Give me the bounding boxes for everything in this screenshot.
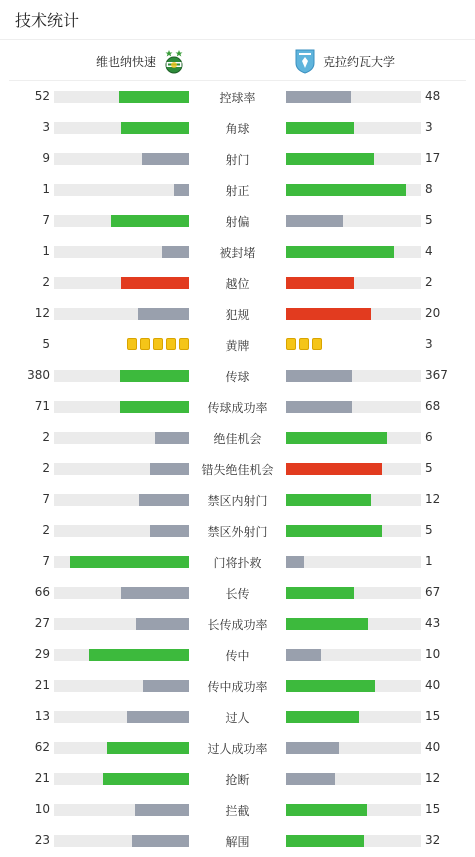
yellow-card-icon: [153, 338, 163, 350]
home-bar: [142, 153, 189, 165]
home-value: 2: [42, 523, 50, 537]
home-bar: [119, 91, 189, 103]
yellow-card-icon: [286, 338, 296, 350]
away-value: 2: [425, 275, 433, 289]
away-value: 6: [425, 430, 433, 444]
stat-label: 抢断: [225, 773, 250, 787]
home-bar-track: [54, 432, 189, 444]
stat-label: 拦截: [225, 804, 250, 818]
stat-label: 越位: [225, 277, 250, 291]
home-bar-track: [54, 742, 189, 754]
home-bar-track: [54, 711, 189, 723]
home-bar-track: [54, 91, 189, 103]
home-value: 7: [42, 554, 50, 568]
home-bar-track: [54, 804, 189, 816]
home-value: 9: [42, 151, 50, 165]
stat-label: 角球: [225, 122, 250, 136]
stat-row: [0, 831, 475, 851]
away-bar-track: [286, 370, 421, 382]
away-value: 10: [425, 647, 441, 661]
home-bar: [120, 370, 189, 382]
home-bar: [70, 556, 189, 568]
stat-row: [0, 459, 475, 479]
stat-row: [0, 800, 475, 820]
home-value: 1: [42, 244, 50, 258]
stat-row: [0, 552, 475, 572]
home-bar: [150, 525, 189, 537]
stat-row: [0, 304, 475, 324]
home-bar: [174, 184, 189, 196]
home-value: 1: [42, 182, 50, 196]
home-bar: [107, 742, 189, 754]
home-bar-track: [54, 184, 189, 196]
home-value: 66: [34, 585, 50, 599]
yellow-card-icon: [140, 338, 150, 350]
away-bar: [286, 587, 354, 599]
home-value: 23: [34, 833, 50, 847]
stat-row: [0, 366, 475, 386]
home-bar: [139, 494, 189, 506]
away-value: 3: [425, 337, 433, 351]
home-bar: [138, 308, 189, 320]
stat-label: 过人: [225, 711, 250, 725]
yellow-card-icon: [166, 338, 176, 350]
home-bar: [132, 835, 189, 847]
away-value: 367: [425, 368, 448, 382]
home-value: 29: [34, 647, 50, 661]
away-value: 1: [425, 554, 433, 568]
home-bar: [162, 246, 189, 258]
stat-row: [0, 614, 475, 634]
stat-label: 错失绝佳机会: [201, 463, 274, 477]
away-bar-track: [286, 649, 421, 661]
away-bar: [286, 680, 375, 692]
home-bar: [150, 463, 189, 475]
home-bar: [89, 649, 189, 661]
away-value: 48: [425, 89, 441, 103]
stat-row: [0, 118, 475, 138]
home-bar-track: [54, 277, 189, 289]
away-bar-track: [286, 835, 421, 847]
stat-label: 控球率: [219, 91, 256, 105]
away-bar: [286, 494, 371, 506]
home-value: 52: [34, 89, 50, 103]
home-bar: [111, 215, 189, 227]
stat-row: [0, 397, 475, 417]
home-value: 21: [34, 678, 50, 692]
stat-row: [0, 87, 475, 107]
page-header: [0, 0, 475, 40]
home-value: 27: [34, 616, 50, 630]
away-bar: [286, 184, 406, 196]
away-bar-track: [286, 432, 421, 444]
stat-label: 解围: [225, 835, 250, 849]
stat-label: 长传成功率: [207, 618, 268, 632]
away-bar-track: [286, 773, 421, 785]
stat-label: 传中成功率: [207, 680, 268, 694]
stat-label: 禁区外射门: [207, 525, 268, 539]
away-bar-track: [286, 91, 421, 103]
home-bar: [127, 711, 189, 723]
stat-label: 射门: [225, 153, 250, 167]
away-bar-track: [286, 277, 421, 289]
home-bar: [121, 587, 189, 599]
away-bar: [286, 773, 335, 785]
away-bar-track: [286, 556, 421, 568]
stat-label: 射偏: [225, 215, 250, 229]
home-value: 10: [34, 802, 50, 816]
stat-row: [0, 490, 475, 510]
home-bar-track: [54, 215, 189, 227]
away-bar: [286, 246, 394, 258]
away-bar-track: [286, 401, 421, 413]
away-value: 3: [425, 120, 433, 134]
home-bar-track: [54, 680, 189, 692]
away-value: 67: [425, 585, 441, 599]
home-value: 21: [34, 771, 50, 785]
home-bar-track: [54, 153, 189, 165]
away-bar: [286, 711, 359, 723]
away-bar: [286, 804, 367, 816]
away-bar: [286, 835, 364, 847]
stat-label: 绝佳机会: [213, 432, 262, 446]
home-value: 2: [42, 430, 50, 444]
away-yellow-cards: [286, 338, 322, 350]
home-value: 380: [27, 368, 50, 382]
away-bar-track: [286, 711, 421, 723]
stat-label: 黄牌: [225, 339, 250, 353]
stat-row: [0, 242, 475, 262]
page-title: 技术统计: [15, 11, 80, 30]
home-value: 7: [42, 492, 50, 506]
craiova-crest-icon: [293, 48, 317, 74]
away-bar-track: [286, 618, 421, 630]
away-team[interactable]: [293, 48, 395, 74]
home-value: 62: [34, 740, 50, 754]
home-bar-track: [54, 649, 189, 661]
home-bar-track: [54, 246, 189, 258]
stat-row: [0, 707, 475, 727]
away-bar: [286, 215, 343, 227]
away-value: 8: [425, 182, 433, 196]
away-bar-track: [286, 153, 421, 165]
home-bar-track: [54, 401, 189, 413]
home-bar-track: [54, 556, 189, 568]
home-value: 2: [42, 461, 50, 475]
teams-row: [9, 40, 466, 81]
home-value: 12: [34, 306, 50, 320]
home-bar-track: [54, 618, 189, 630]
home-bar-track: [54, 525, 189, 537]
away-bar: [286, 432, 387, 444]
away-value: 17: [425, 151, 441, 165]
home-bar-track: [54, 370, 189, 382]
home-bar-track: [54, 835, 189, 847]
home-bar-track: [54, 463, 189, 475]
stat-label: 射正: [225, 184, 250, 198]
stat-label: 过人成功率: [207, 742, 268, 756]
stat-row: [0, 645, 475, 665]
away-value: 12: [425, 771, 441, 785]
away-bar: [286, 463, 382, 475]
away-value: 12: [425, 492, 441, 506]
away-bar-track: [286, 494, 421, 506]
stat-label: 传球: [225, 370, 250, 384]
away-bar-track: [286, 215, 421, 227]
stat-row: [0, 273, 475, 293]
home-value: 7: [42, 213, 50, 227]
yellow-card-icon: [179, 338, 189, 350]
home-bar-track: [54, 122, 189, 134]
stat-row: [0, 521, 475, 541]
home-value: 3: [42, 120, 50, 134]
away-value: 4: [425, 244, 433, 258]
home-bar-track: [54, 587, 189, 599]
stat-label: 犯规: [225, 308, 250, 322]
stat-row: [0, 583, 475, 603]
away-value: 68: [425, 399, 441, 413]
home-bar: [103, 773, 189, 785]
home-value: 13: [34, 709, 50, 723]
away-bar: [286, 618, 368, 630]
stat-row: [0, 180, 475, 200]
away-value: 40: [425, 740, 441, 754]
stat-label: 传中: [225, 649, 250, 663]
away-bar-track: [286, 246, 421, 258]
home-bar: [155, 432, 189, 444]
away-value: 20: [425, 306, 441, 320]
away-bar: [286, 91, 351, 103]
stat-row: [0, 335, 475, 355]
home-bar: [121, 122, 189, 134]
stat-label: 长传: [225, 587, 250, 601]
home-value: 5: [42, 337, 50, 351]
home-value: 71: [34, 399, 50, 413]
away-bar: [286, 370, 352, 382]
away-bar: [286, 649, 321, 661]
away-value: 5: [425, 213, 433, 227]
yellow-card-icon: [312, 338, 322, 350]
home-bar-track: [54, 494, 189, 506]
away-bar-track: [286, 525, 421, 537]
stat-row: [0, 211, 475, 231]
away-bar-track: [286, 463, 421, 475]
home-yellow-cards: [127, 338, 189, 350]
away-bar-track: [286, 122, 421, 134]
away-bar: [286, 525, 382, 537]
away-value: 5: [425, 523, 433, 537]
rapid-wien-crest-icon: [162, 48, 186, 74]
home-value: 2: [42, 275, 50, 289]
stat-row: [0, 738, 475, 758]
stat-row: [0, 428, 475, 448]
away-value: 15: [425, 802, 441, 816]
stat-row: [0, 676, 475, 696]
away-bar-track: [286, 742, 421, 754]
away-bar-track: [286, 308, 421, 320]
away-bar-track: [286, 804, 421, 816]
yellow-card-icon: [299, 338, 309, 350]
away-bar-track: [286, 680, 421, 692]
away-team-name: 克拉约瓦大学: [323, 54, 396, 69]
home-bar: [120, 401, 189, 413]
away-value: 32: [425, 833, 441, 847]
home-team[interactable]: [96, 48, 186, 74]
home-bar-track: [54, 308, 189, 320]
home-bar: [136, 618, 189, 630]
away-value: 40: [425, 678, 441, 692]
stat-label: 传球成功率: [207, 401, 268, 415]
home-bar-track: [54, 773, 189, 785]
away-bar-track: [286, 184, 421, 196]
stat-label: 禁区内射门: [207, 494, 268, 508]
home-bar: [121, 277, 189, 289]
home-bar: [143, 680, 189, 692]
home-team-name: 维也纳快速: [95, 54, 156, 69]
stat-label: 门将扑救: [213, 556, 262, 570]
away-bar: [286, 556, 304, 568]
away-bar: [286, 277, 354, 289]
away-bar: [286, 401, 352, 413]
away-bar-track: [286, 587, 421, 599]
away-bar: [286, 122, 354, 134]
away-bar: [286, 742, 339, 754]
away-value: 15: [425, 709, 441, 723]
away-bar: [286, 308, 371, 320]
away-value: 5: [425, 461, 433, 475]
stat-label: 被封堵: [219, 246, 256, 260]
home-bar: [135, 804, 189, 816]
stat-row: [0, 769, 475, 789]
yellow-card-icon: [127, 338, 137, 350]
away-bar: [286, 153, 374, 165]
stat-row: [0, 149, 475, 169]
away-value: 43: [425, 616, 441, 630]
